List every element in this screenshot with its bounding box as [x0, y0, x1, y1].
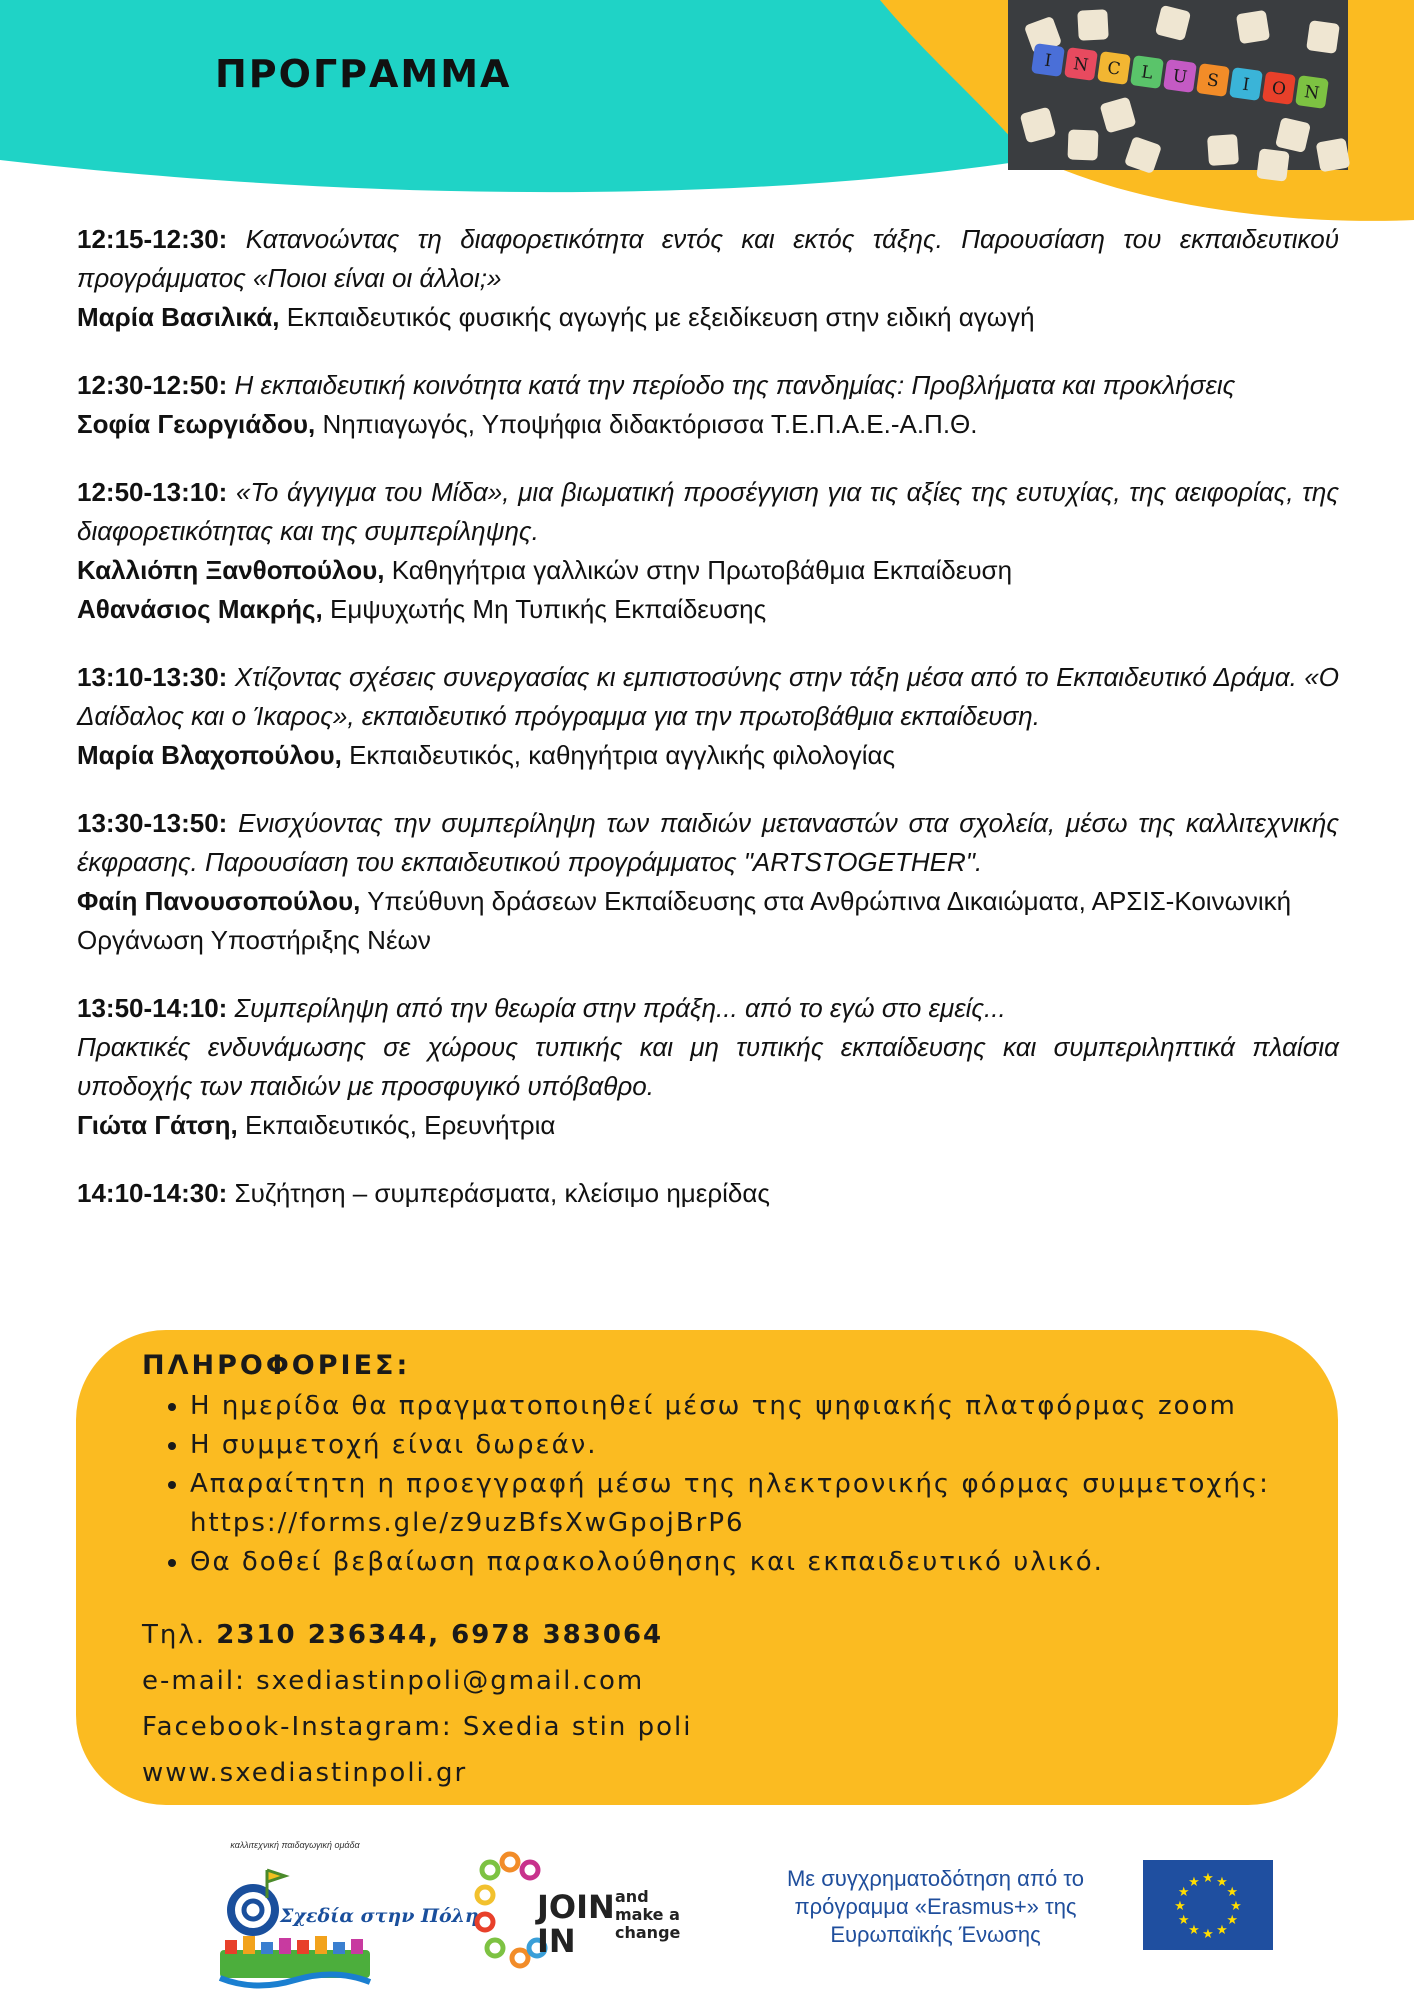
contacts: [142, 1612, 1298, 1796]
join-ring: [522, 1862, 538, 1878]
dice-letter: [1196, 63, 1230, 97]
speaker-role: Εκπαιδευτικός, καθηγήτρια αγγλικής φιλολογίας: [349, 740, 896, 770]
join-ring: [477, 1887, 493, 1903]
info-heading: ΠΛΗΡΟΦΟΡΙΕΣ:: [142, 1350, 411, 1381]
info-item: • Η συμμετοχή είναι δωρεάν.: [190, 1426, 1298, 1465]
speaker-line: [77, 590, 1339, 629]
session-description: [77, 366, 1339, 405]
speaker-name: Γιώτα Γάτση,: [77, 1110, 238, 1140]
svg-text:L: L: [1139, 62, 1154, 84]
sxedia-name: Σχεδία στην Πόλη: [280, 1905, 479, 1927]
eu-star: ★: [1177, 1913, 1190, 1928]
info-item-registration[interactable]: • Απαραίτητη η προεγγραφή μέσω της ηλεκτρονικής φόρμας συμμετοχής: https://forms.gle/z9uzBfsXwGpojBrP6: [190, 1465, 1298, 1543]
speaker-line: [77, 736, 1339, 775]
phone-number[interactable]: 2310 236344, 6978 383064: [216, 1620, 664, 1650]
session-description: [77, 220, 1339, 298]
speaker-role: Καθηγήτρια γαλλικών στην Πρωτοβάθμια Εκπαίδευση: [391, 555, 1013, 585]
session-6: [77, 1174, 1339, 1213]
session-description: [77, 1174, 1339, 1213]
svg-text:U: U: [1171, 66, 1189, 88]
session-title: Η εκπαιδευτική κοινότητα κατά την περίοδο της πανδημίας: Προβλήματα και προκλήσεις: [234, 370, 1236, 400]
program-schedule: [77, 220, 1339, 1242]
session-time: 13:50-14:10:: [77, 993, 228, 1023]
speaker-role: Υπεύθυνη δράσεων Εκπαίδευσης στα Ανθρώπινα Δικαιώματα, ΑΡΣΙΣ-Κοινωνική Οργάνωση Υποστήριξης Νέων: [77, 886, 1292, 955]
svg-text:S: S: [1205, 70, 1221, 92]
session-description: [77, 804, 1339, 882]
speaker-role: Νηπιαγωγός, Υποψήφια διδακτόρισσα Τ.Ε.Π.Α.Ε.-Α.Π.Θ.: [322, 409, 978, 439]
session-3: [77, 658, 1339, 775]
dice: [1207, 134, 1239, 166]
session-time: 13:30-13:50:: [77, 808, 228, 838]
dice: [1020, 107, 1057, 144]
eu-star: ★: [1188, 1923, 1200, 1939]
eu-star: ★: [1216, 1923, 1228, 1939]
join-ring: [482, 1862, 498, 1878]
dice: [1077, 9, 1109, 41]
session-title: Κατανοώντας τη διαφορετικότητα εντός και εκτός τάξης. Παρουσίαση του εκπαιδευτικού προγράμματος «Ποιοι είναι οι άλλοι;»: [77, 224, 1339, 293]
speaker-name: Μαρία Βλαχοπούλου,: [77, 740, 342, 770]
svg-text:N: N: [1072, 54, 1090, 76]
speaker-name: Μαρία Βασιλικά,: [77, 302, 280, 332]
speaker-name: Καλλιόπη Ξανθοπούλου,: [77, 555, 385, 585]
session-4: [77, 804, 1339, 960]
email-link[interactable]: e-mail: sxediastinpoli@gmail.com: [142, 1666, 645, 1696]
session-title: Ενισχύοντας την συμπερίληψη των παιδιών μεταναστών στα σχολεία, μέσω της καλλιτεχνικής έκφρασης. Παρουσίαση του εκπαιδευτικού προγράμματος "ARTSTOGETHER".: [77, 808, 1339, 877]
eu-star: ★: [1188, 1874, 1200, 1890]
session-5: [77, 989, 1339, 1145]
join-in-logo: [475, 1850, 735, 1990]
sxedia-logo: [205, 1840, 479, 2000]
speaker-name: Αθανάσιος Μακρής,: [77, 594, 323, 624]
dice: [1256, 148, 1289, 181]
dice: [1236, 10, 1270, 44]
join-ring: [487, 1940, 503, 1956]
dice-letter: [1031, 43, 1065, 77]
speaker-role: Εκπαιδευτικός φυσικής αγωγής με εξειδίκευση στην ειδική αγωγή: [286, 302, 1035, 332]
speaker-line: [77, 298, 1339, 337]
dice: [1099, 96, 1136, 133]
svg-text:I: I: [1241, 74, 1251, 96]
session-title: Χτίζοντας σχέσεις συνεργασίας κι εμπιστοσύνης στην τάξη μέσα από το Εκπαιδευτικό Δράμα. «Ο Δαίδαλος και ο Ίκαρος», εκπαιδευτικό πρόγραμμα για την πρωτοβάθμια εκπαίδευση.: [77, 662, 1339, 731]
dice: [1124, 136, 1162, 174]
session-2: [77, 473, 1339, 629]
eu-cofunding-text: Με συγχρηματοδότηση από το πρόγραμμα «Erasmus+» της Ευρωπαϊκής Ένωσης: [786, 1866, 1085, 1947]
join-in-small: and make a change: [615, 1887, 681, 1942]
page-title: ΠΡΟΓΡΑΜΜΑ: [215, 52, 512, 96]
dice: [1306, 20, 1340, 54]
session-1: [77, 366, 1339, 444]
eu-star: ★: [1202, 1927, 1214, 1942]
join-ring: [512, 1950, 528, 1966]
session-title: Συμπερίληψη από την θεωρία στην πράξη... από το εγώ στο εμείς...: [234, 993, 1006, 1023]
speaker-role: Εμψυχωτής Μη Τυπικής Εκπαίδευσης: [329, 594, 767, 624]
svg-text:C: C: [1106, 58, 1122, 80]
session-title: «Το άγγιγμα του Μίδα», μια βιωματική προσέγγιση για τις αξίες της ευτυχίας, της αειφορίας, της διαφορετικότητας και της συμπερίληψης.: [77, 477, 1339, 546]
erasmus-cofunding: [748, 1840, 1288, 1980]
join-in-big: JOIN IN: [537, 1888, 615, 1960]
dice: [1155, 5, 1191, 41]
svg-text:O: O: [1270, 78, 1288, 100]
speaker-role: Εκπαιδευτικός, Ερευνήτρια: [244, 1110, 556, 1140]
eu-star: ★: [1174, 1899, 1186, 1914]
info-list: [142, 1387, 1298, 1582]
dice-letter: [1295, 75, 1329, 109]
footer-logos: [0, 1840, 1414, 2000]
eu-flag-icon: [1143, 1860, 1273, 1950]
join-ring: [502, 1854, 518, 1870]
speaker-line: [77, 1106, 1339, 1145]
eu-star: ★: [1226, 1885, 1239, 1900]
dice-letter: [1097, 51, 1131, 85]
sxedia-tagline: καλλιτεχνική παιδαγωγική ομάδα: [230, 1840, 360, 1850]
dice-letter: [1262, 71, 1296, 105]
dice-letter: [1229, 67, 1263, 101]
dice: [1275, 117, 1311, 153]
session-description: [77, 473, 1339, 551]
eu-star: ★: [1216, 1874, 1228, 1890]
speaker-line: [77, 882, 1339, 960]
eu-star: ★: [1202, 1871, 1214, 1886]
session-time: 14:10-14:30:: [77, 1178, 228, 1208]
website-link[interactable]: www.sxediastinpoli.gr: [142, 1758, 468, 1788]
session-subtitle: Πρακτικές ενδυνάμωσης σε χώρους τυπικής και μη τυπικής εκπαίδευσης και συμπεριληπτικά πλαίσια υποδοχής των παιδιών με προσφυγικό υπόβαθρο.: [77, 1032, 1339, 1101]
svg-text:I: I: [1043, 50, 1053, 72]
inclusion-dice-photo: [1008, 0, 1348, 170]
speaker-name: Φαίη Πανουσοπούλου,: [77, 886, 361, 916]
session-description: [77, 989, 1339, 1028]
session-time: 12:15-12:30:: [77, 224, 228, 254]
speaker-name: Σοφία Γεωργιάδου,: [77, 409, 316, 439]
eu-star: ★: [1177, 1885, 1190, 1900]
dice: [1067, 129, 1098, 160]
phone-line: [142, 1612, 1298, 1658]
header-teal-shape: [0, 0, 1030, 192]
social-link[interactable]: Facebook-Instagram: Sxedia stin poli: [142, 1712, 693, 1742]
dice: [1316, 138, 1351, 173]
svg-text:N: N: [1303, 82, 1321, 104]
speaker-line: [77, 551, 1339, 590]
speaker-line: [77, 405, 1339, 444]
info-item: • Η ημερίδα θα πραγματοποιηθεί μέσω της ψηφιακής πλατφόρμας zoom: [190, 1387, 1298, 1426]
join-ring: [477, 1914, 493, 1930]
join-in-tagline: [615, 1888, 680, 1942]
info-box: [76, 1330, 1338, 1805]
info-item: • Θα δοθεί βεβαίωση παρακολούθησης και εκπαιδευτικό υλικό.: [190, 1543, 1298, 1582]
join-in-wordmark: [537, 1890, 615, 1958]
dice-letter: [1130, 55, 1164, 89]
session-time: 12:30-12:50:: [77, 370, 228, 400]
dice-letter: [1064, 47, 1098, 81]
phone-label: Τηλ.: [142, 1620, 207, 1650]
session-description: [77, 658, 1339, 736]
session-0: [77, 220, 1339, 337]
eu-star: ★: [1230, 1899, 1242, 1914]
eu-star: ★: [1226, 1913, 1239, 1928]
session-time: 12:50-13:10:: [77, 477, 228, 507]
session-plain-text: Συζήτηση – συμπεράσματα, κλείσιμο ημερίδας: [234, 1178, 770, 1208]
dice-letter: [1163, 59, 1197, 93]
session-time: 13:10-13:30:: [77, 662, 228, 692]
